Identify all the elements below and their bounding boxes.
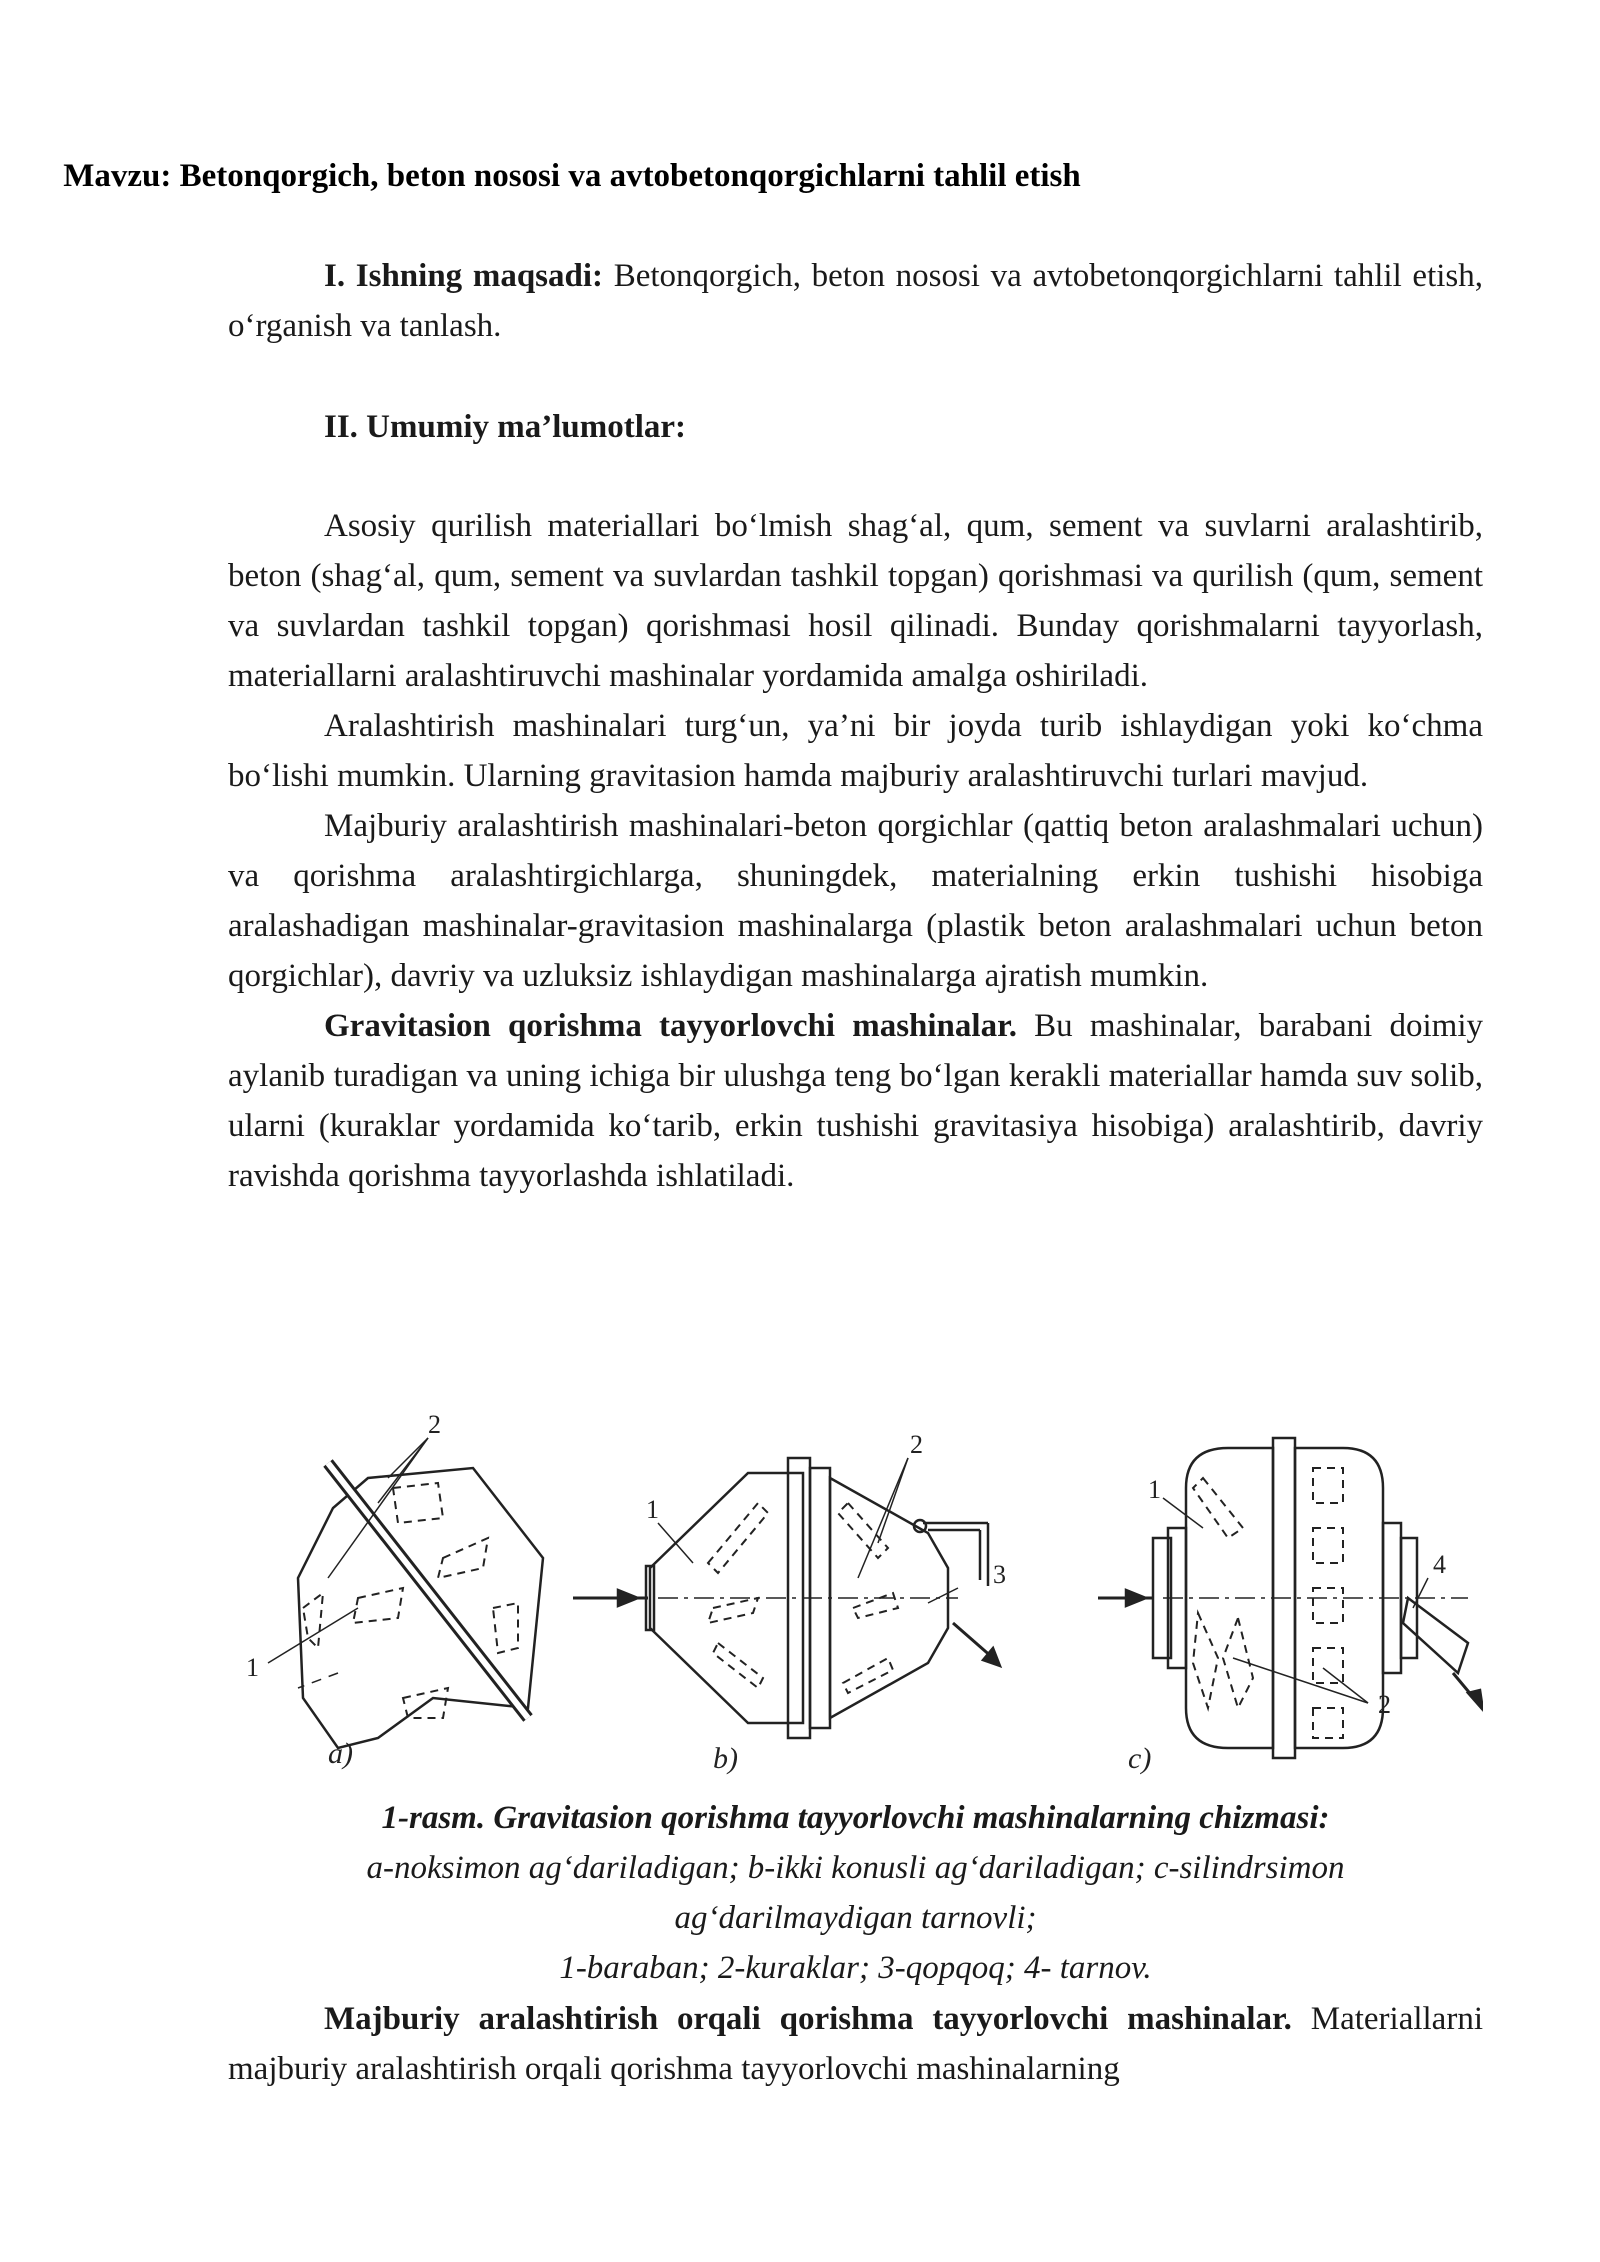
label-2-a: 2: [428, 1410, 441, 1439]
mixer-schematic: [228, 1408, 1483, 1788]
label-4-c: 4: [1433, 1550, 1446, 1579]
label-1-a: 1: [246, 1653, 259, 1682]
section-goal-text: Betonqorgich, beton nososi va avtobetonqorgichlarni tahlil etish, o‘rganish va tanlash.: [228, 258, 1483, 344]
label-2-b: 2: [910, 1430, 923, 1459]
paragraph-5-block: [228, 1994, 1483, 2094]
paragraph-4-heading: Gravitasion qorishma tayyorlovchi mashinalar.: [324, 1008, 1017, 1044]
paragraph-5-heading: Majburiy aralashtirish orqali qorishma tayyorlovchi mashinalar.: [324, 2001, 1292, 2037]
label-1-c: 1: [1148, 1475, 1161, 1504]
paragraph-1: Asosiy qurilish materiallari bo‘lmish shag‘al, qum, sement va suvlarni aralashtirib, beton (shag‘al, qum, sement va suvlardan tashkil topgan) qorishmasi va qurilish (qum, sement va suvlardan tashkil topgan) qorishmasi hosil qilinadi. Bunday qorishmalarni tayyorlash, materiallarni aralashtiruvchi mashinalar yordamida amalga oshiriladi.: [228, 508, 1483, 694]
label-a: a): [328, 1737, 353, 1770]
section-general-heading: II. Umumiy ma’lumotlar:: [324, 409, 687, 445]
paragraph-4: [228, 1001, 1483, 1201]
label-1-b: 1: [646, 1495, 659, 1524]
paragraph-2: Aralashtirish mashinalari turg‘un, ya’ni bir joyda turib ishlaydigan yoki ko‘chma bo‘lishi mumkin. Ularning gravitasion hamda majburiy aralashtiruvchi turlari mavjud.: [228, 708, 1483, 794]
paragraph-4-text: Bu mashinalar, barabani doimiy aylanib turadigan va uning ichiga bir ulushga teng bo‘lgan kerakli materiallar hamda suv solib, ularni (kuraklar yordamida ko‘tarib, erkin tushishi gravitasiya hisobiga) aralashtirib, davriy ravishda qorishma tayyorlashda ishlatiladi.: [228, 1008, 1483, 1194]
paragraph-5: [228, 1994, 1483, 2094]
label-3-b: 3: [993, 1560, 1006, 1589]
figure-mixer-drawings: [228, 1408, 1483, 1788]
label-2-c: 2: [1378, 1690, 1391, 1719]
paragraph-5-text: Materiallarni majburiy aralashtirish orqali qorishma tayyorlovchi mashinalarning: [228, 2001, 1483, 2087]
figure-caption: [228, 1793, 1483, 1993]
caption-line-4: 1-baraban; 2-kuraklar; 3-qopqoq; 4- tarnov.: [559, 1950, 1152, 1986]
drum-a-drawing: [268, 1438, 543, 1748]
label-c: c): [1128, 1742, 1152, 1775]
section-goal-heading: I. Ishning maqsadi:: [324, 258, 604, 294]
section-general: [228, 402, 1483, 452]
drum-b-drawing: [573, 1458, 1000, 1738]
page-title: Mavzu: Betonqorgich, beton nososi va avtobetonqorgichlarni tahlil etish: [63, 158, 1081, 194]
caption-line-2: a-noksimon ag‘dariladigan; b-ikki konusli ag‘dariladigan; c-silindrsimon: [366, 1850, 1345, 1886]
label-b: b): [713, 1742, 738, 1775]
caption-title: 1-rasm. Gravitasion qorishma tayyorlovchi mashinalarning chizmasi:: [381, 1800, 1330, 1836]
caption-line-3: ag‘darilmaydigan tarnovli;: [674, 1900, 1037, 1936]
section-goal: [228, 251, 1483, 351]
body-paragraphs: [228, 501, 1483, 1201]
paragraph-3: Majburiy aralashtirish mashinalari-beton qorgichlar (qattiq beton aralashmalari uchun) va qorishma aralashtirgichlarga, shuningdek, materialning erkin tushishi hisobiga aralashadigan mashinalar-gravitasion mashinalarga (plastik beton aralashmalari uchun beton qorgichlar), davriy va uzluksiz ishlaydigan mashinalarga ajratish mumkin.: [228, 808, 1483, 994]
